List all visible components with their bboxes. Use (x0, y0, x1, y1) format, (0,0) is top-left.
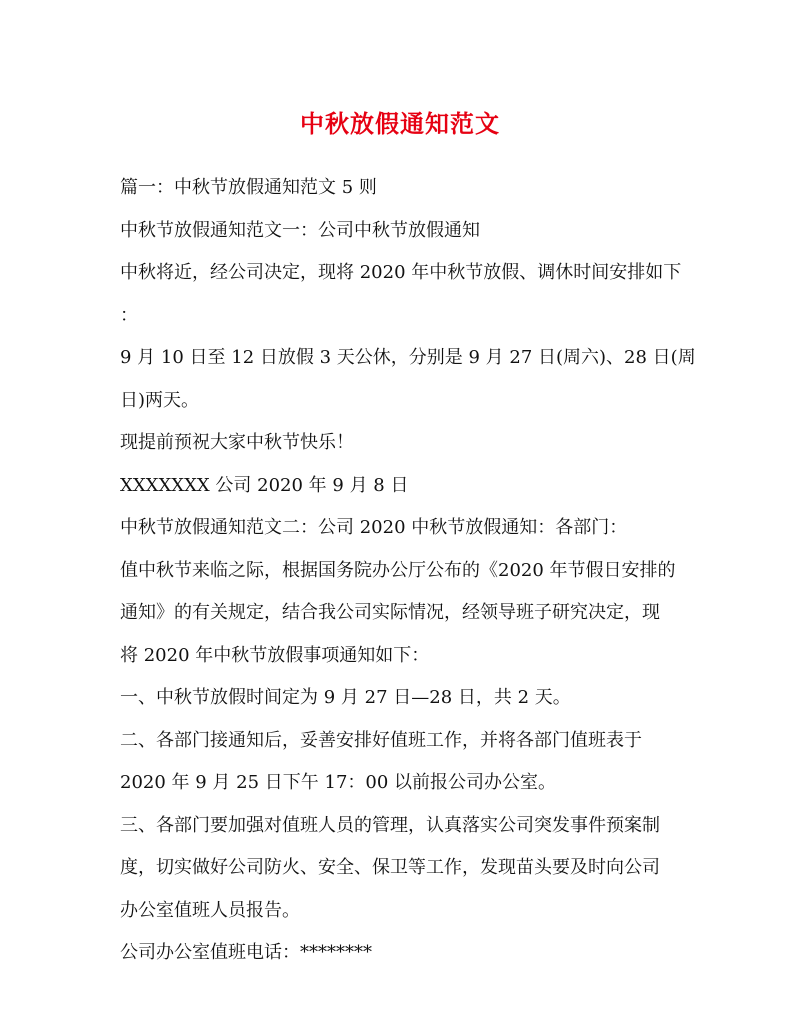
text-line: 中秋将近，经公司决定，现将 2020 年中秋节放假、调休时间安排如下 (120, 262, 682, 283)
text-line: 度，切实做好公司防火、安全、保卫等工作，发现苗头要及时向公司 (120, 857, 660, 878)
text-line: 三、各部门要加强对值班人员的管理，认真落实公司突发事件预案制 (120, 814, 660, 836)
text-line: 2020 年 9 月 25 日下午 17：00 以前报公司办公室。 (120, 772, 557, 793)
document-body (120, 176, 696, 984)
text-line: ： (120, 304, 138, 326)
text-line: 通知》的有关规定，结合我公司实际情况，经领导班子研究决定，现 (120, 602, 660, 623)
text-line: 办公室值班人员报告。 (120, 899, 300, 921)
text-line: 将 2020 年中秋节放假事项通知如下： (120, 644, 430, 666)
text-line: 一、中秋节放假时间定为 9 月 27 日—28 日，共 2 天。 (120, 687, 571, 708)
text-line: 现提前预祝大家中秋节快乐！ (120, 432, 354, 453)
document-title: 中秋放假通知范文 (300, 109, 500, 138)
text-line: 中秋节放假通知范文二：公司 2020 中秋节放假通知：各部门： (120, 517, 628, 538)
text-line: 日)两天。 (120, 389, 200, 411)
text-line: 值中秋节来临之际，根据国务院办公厅公布的《2020 年节假日安排的 (120, 559, 676, 581)
text-line: 公司办公室值班电话：******** (120, 942, 372, 963)
text-line: 9 月 10 日至 12 日放假 3 天公休，分别是 9 月 27 日(周六)、28 日(周 (120, 347, 696, 368)
text-line: XXXXXXX 公司 2020 年 9 月 8 日 (120, 474, 409, 496)
text-line: 中秋节放假通知范文一：公司中秋节放假通知 (120, 219, 480, 241)
text-line: 二、各部门接通知后，妥善安排好值班工作，并将各部门值班表于 (120, 729, 642, 751)
text-line: 篇一：中秋节放假通知范文 5 则 (120, 177, 377, 198)
